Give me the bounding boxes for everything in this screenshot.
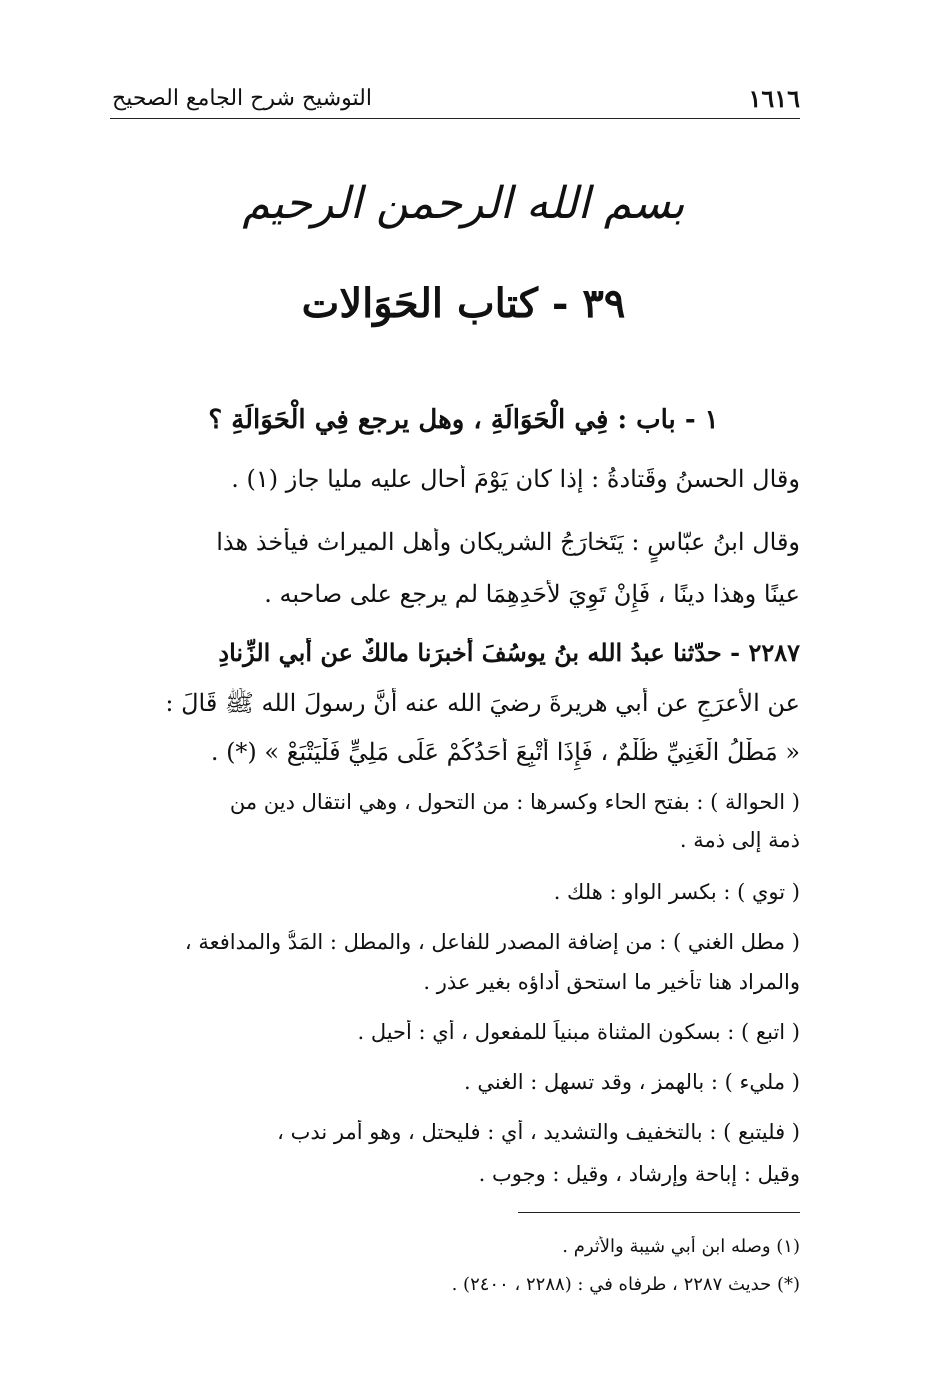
body-line: وقال ابنُ عبّاسٍ : يَتَخارَجُ الشريكان وأهل الميراث فيأخذ هذا xyxy=(216,528,800,556)
note-line: ( اتبع ) : بسكون المثناة مبنياً للمفعول ، أي : أحيل . xyxy=(357,1020,800,1044)
book-title: ٣٩ - كتاب الحَوَالات xyxy=(301,280,626,327)
header-title: التوشيح شرح الجامع الصحيح xyxy=(112,86,372,111)
hadith-line: « مَطْلُ الْغَنِيِّ ظُلْمٌ ، فَإِذَا أُتْبِعَ أَحَدُكُمْ عَلَى مَلِيٍّ فَلْيَتْبَعْ » (*) . xyxy=(210,738,800,766)
chapter-heading: ١ - باب : فِي الْحَوَالَةِ ، وهل يرجع فِي الْحَوَالَةِ ؟ xyxy=(208,405,719,435)
body-line: وقال الحسنُ وقَتادةُ : إذا كان يَوْمَ أحال عليه مليا جاز (١) . xyxy=(231,465,800,493)
note-line: ( مطل الغني ) : من إضافة المصدر للفاعل ، والمطل : المَدُّ والمدافعة ، xyxy=(184,930,800,954)
basmala: بسم الله الرحمن الرحيم xyxy=(242,178,685,229)
hadith-line: ٢٢٨٧ - حدّثنا عبدُ الله بنُ يوسُفَ أخبرَنا مالكٌ عن أَبي الزِّنادِ xyxy=(218,638,800,667)
note-line: ( الحوالة ) : بفتح الحاء وكسرها : من التحول ، وهي انتقال دين من xyxy=(229,790,800,814)
note-line: ( توي ) : بكسر الواو : هلك . xyxy=(553,880,800,904)
footnote: (*) حديث ٢٢٨٧ ، طرفاه في : (٢٢٨٨ ، ٢٤٠٠) . xyxy=(451,1274,800,1295)
note-line: وقيل : إباحة وإرشاد ، وقيل : وجوب . xyxy=(478,1162,800,1186)
hadith-line: عن الأَعرَجِ عن أَبي هريرةَ رضيَ الله عنه أَنَّ رسولَ الله ﷺ قَالَ : xyxy=(165,689,800,717)
running-header xyxy=(110,78,800,119)
footnote-divider xyxy=(518,1212,800,1213)
note-line: ( مليء ) : بالهمز ، وقد تسهل : الغني . xyxy=(464,1070,800,1094)
note-line: والمراد هنا تأخير ما استحق أداؤه بغير عذر . xyxy=(423,970,800,994)
footnote: (١) وصله ابن أبي شيبة والأثرم . xyxy=(562,1236,800,1257)
page-number: ١٦١٦ xyxy=(748,84,800,113)
note-line: ذمة إلى ذمة . xyxy=(679,828,800,852)
body-line: عينًا وهذا دينًا ، فَإِنْ تَوِيَ لأَحَدِهِمَا لم يرجع على صاحبه . xyxy=(264,580,800,608)
note-line: ( فليتبع ) : بالتخفيف والتشديد ، أي : فليحتل ، وهو أمر ندب ، xyxy=(277,1120,800,1144)
